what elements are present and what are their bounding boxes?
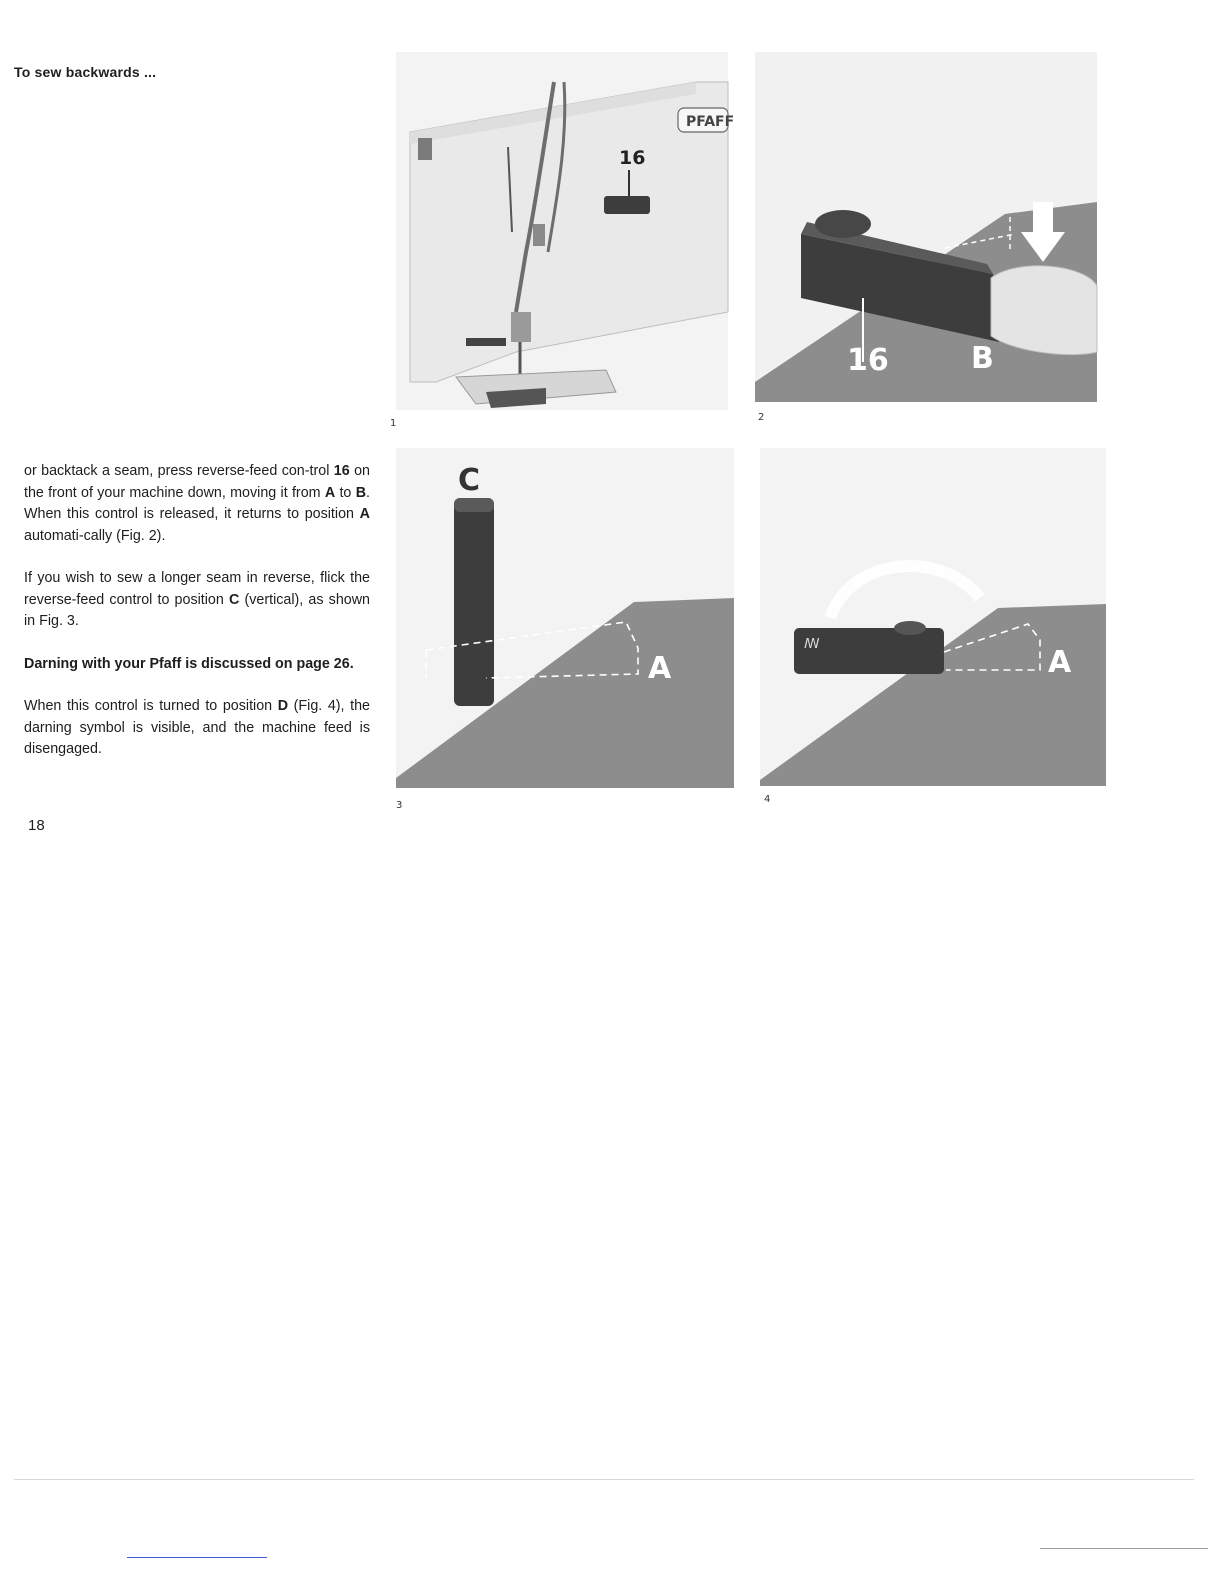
text-run: to (335, 484, 356, 501)
position-label-a: A (1048, 645, 1072, 680)
control-vertical-illustration (396, 448, 734, 788)
machine-badge (418, 138, 432, 160)
instructions-text (24, 461, 370, 761)
footer-rule (14, 1479, 1194, 1480)
position-label-a: A (648, 651, 672, 686)
position-label-c: C (458, 463, 481, 498)
darning-symbol-icon: ꟿ (804, 637, 820, 652)
text-run: on the front of your machine down, moving it from (24, 463, 370, 501)
page-heading: To sew backwards ... (14, 64, 157, 80)
paragraph-darning-note (24, 654, 370, 676)
footer-rule-right (1040, 1548, 1208, 1549)
control-label: 16 (619, 147, 646, 169)
sewing-machine-illustration (396, 52, 735, 410)
reverse-feed-control (454, 498, 494, 706)
figure-3-photo (396, 448, 734, 788)
brand-label: PFAFF (686, 114, 735, 130)
bold-ref: B (355, 484, 367, 501)
text-run: automati-cally (Fig. 2). (24, 527, 166, 544)
bold-ref: 16 (333, 463, 350, 479)
text-run: (vertical), as shown in Fig. 3. (24, 591, 370, 629)
figure-1-photo (396, 52, 735, 410)
paragraph-backtack (24, 461, 370, 547)
control-label: 16 (847, 343, 889, 378)
figure-4-number: 4 (764, 794, 771, 805)
bold-note: Darning with your Pfaff is discussed on page 26. (24, 655, 354, 672)
bold-ref: D (277, 698, 289, 714)
figure-4-photo (760, 448, 1106, 786)
text-run: When this control is turned to position (24, 698, 278, 714)
position-label-b: B (971, 341, 994, 376)
bold-ref: A (324, 484, 336, 501)
text-run: . When this control is released, it returns to position (24, 484, 370, 522)
control-darning-illustration (760, 448, 1106, 786)
finger (991, 266, 1097, 355)
text-run: or backtack a seam, press reverse-feed con-trol (24, 463, 334, 479)
footer-link-rule (127, 1557, 267, 1558)
bold-ref: A (359, 506, 370, 522)
paragraph-position-d (24, 696, 370, 761)
page-number: 18 (28, 817, 45, 834)
reverse-feed-control (604, 196, 650, 214)
figure-2-number: 2 (758, 412, 765, 423)
paragraph-longer-seam (24, 568, 370, 633)
text-run: If you wish to sew a longer seam in reverse, flick the reverse-feed control to position (24, 570, 370, 608)
figure-3-number: 3 (396, 800, 403, 811)
bold-ref: C (229, 591, 240, 608)
control-press-illustration (755, 52, 1097, 402)
text-run: (Fig. 4), the darning symbol is visible, and the machine feed is disengaged. (24, 698, 370, 757)
figure-2-photo (755, 52, 1097, 402)
figure-1-number: 1 (390, 418, 397, 429)
